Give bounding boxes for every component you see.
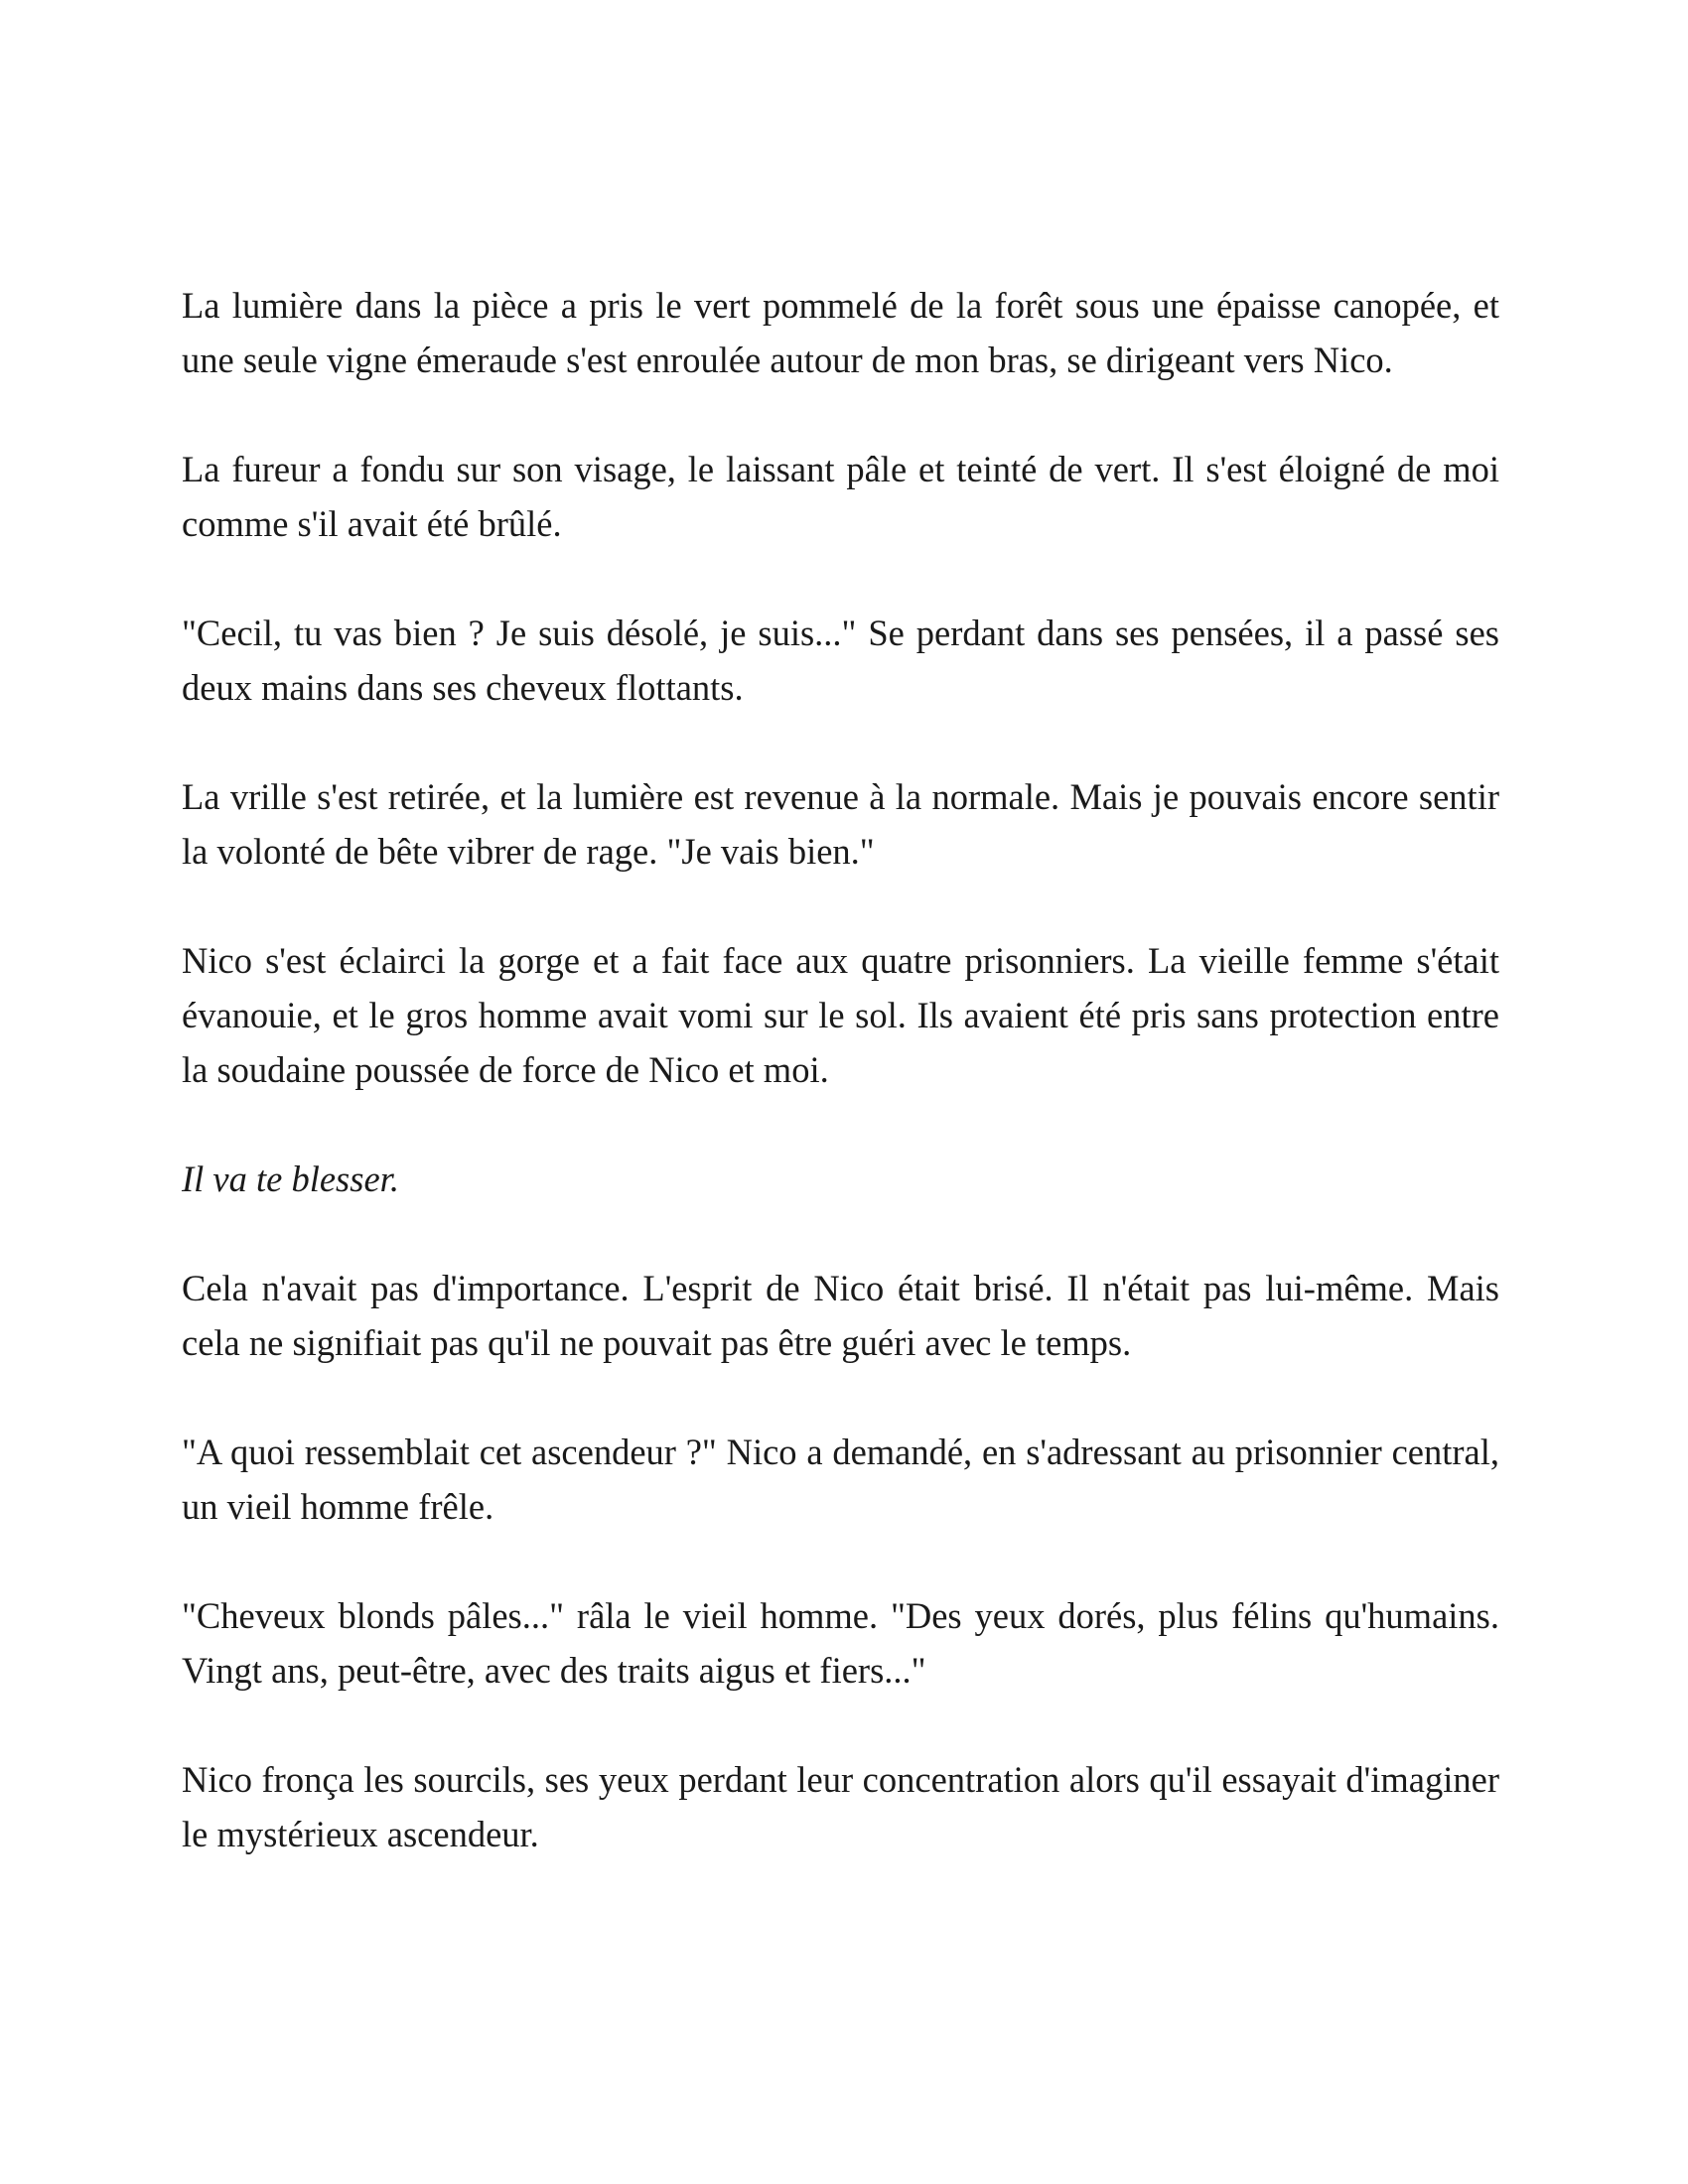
paragraph: La lumière dans la pièce a pris le vert pommelé de la forêt sous une épaisse canopée, et une seule vigne émeraude s'est enroulée autour de mon bras, se dirigeant vers Nico. [182,285,1499,380]
paragraph: La vrille s'est retirée, et la lumière est revenue à la normale. Mais je pouvais encore sentir la volonté de bête vibrer de rage. "Je vais bien." [182,776,1499,872]
paragraph: "Cheveux blonds pâles..." râla le vieil homme. "Des yeux dorés, plus félins qu'humains. Vingt ans, peut-être, avec des traits aigus et fiers..." [182,1595,1499,1691]
paragraph: Nico s'est éclairci la gorge et a fait face aux quatre prisonniers. La vieille femme s'était évanouie, et le gros homme avait vomi sur le sol. Ils avaient été pris sans protection entre la soudaine poussée de force de Nico et moi. [182,940,1499,1090]
italic-paragraph: Il va te blesser. [182,1159,399,1199]
paragraph: La fureur a fondu sur son visage, le laissant pâle et teinté de vert. Il s'est éloigné de moi comme s'il avait été brûlé. [182,449,1499,544]
paragraph: "A quoi ressemblait cet ascendeur ?" Nico a demandé, en s'adressant au prisonnier central, un vieil homme frêle. [182,1432,1499,1527]
paragraph: Nico fronça les sourcils, ses yeux perdant leur concentration alors qu'il essayait d'imaginer le mystérieux ascendeur. [182,1759,1499,1854]
paragraph: "Cecil, tu vas bien ? Je suis désolé, je suis..." Se perdant dans ses pensées, il a passé ses deux mains dans ses cheveux flottants. [182,613,1499,708]
paragraph: Cela n'avait pas d'importance. L'esprit de Nico était brisé. Il n'était pas lui-même. Mais cela ne signifiait pas qu'il ne pouvait pas être guéri avec le temps. [182,1268,1499,1363]
document-page [182,278,1499,1916]
